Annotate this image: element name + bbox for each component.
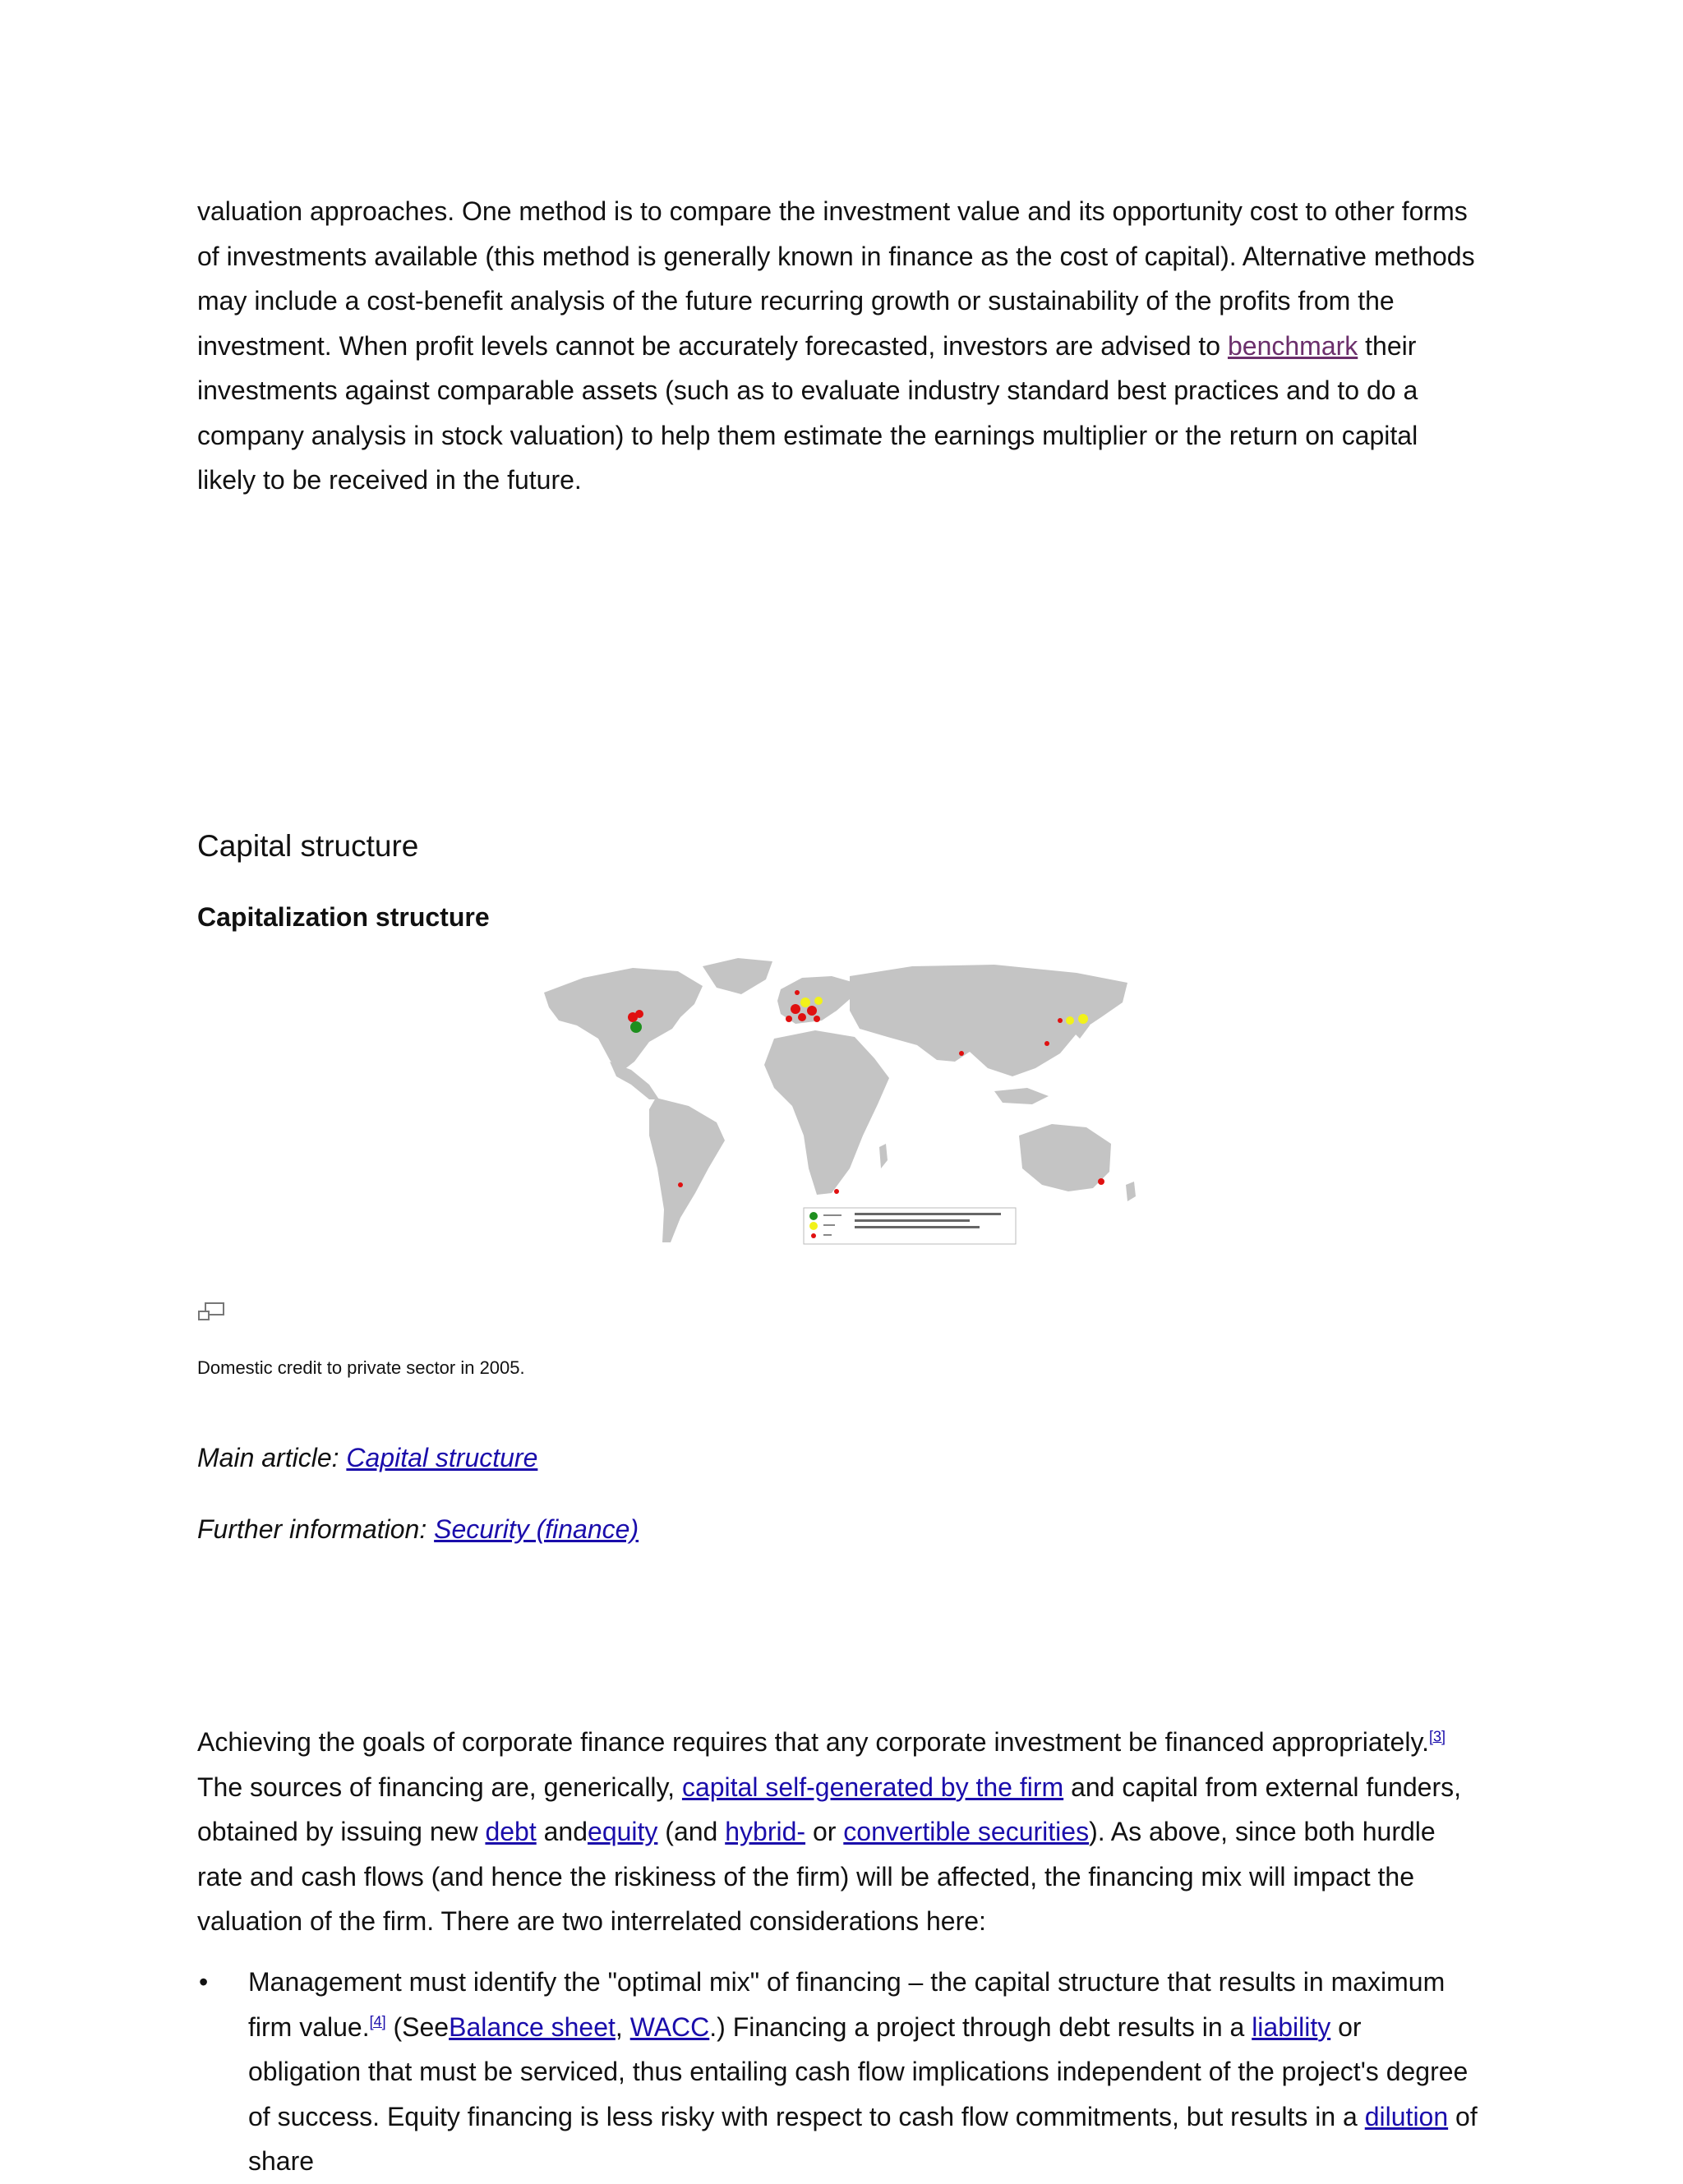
main-article-line: Main article: Capital structure: [197, 1443, 538, 1472]
section-heading: Capital structure: [197, 829, 419, 863]
financing-paragraph: Achieving the goals of corporate finance requires that any corporate investment be financed appropriately.[3] The sources of financing are, generically, capital self-generated by the firm and capital from external funders, obtained by issuing new debt andequity (and hybrid- or convertible securities). As above, since both hurdle rate and cash flows (and hence the riskiness of the firm) will be affected, the financing mix will impact the valuation of the firm. There are two interrelated considerations here:: [197, 1727, 1461, 1936]
link-convertible-securities[interactable]: convertible securities: [843, 1817, 1090, 1846]
bullet-item-optimal-mix: [197, 1960, 1479, 2184]
reference-3[interactable]: [3]: [1428, 1728, 1446, 1745]
link-wacc[interactable]: WACC: [629, 2011, 710, 2042]
link-dilution[interactable]: dilution: [1364, 2101, 1449, 2131]
figure-caption: Domestic credit to private sector in 2005.: [197, 1357, 525, 1378]
subsection-heading: Capitalization structure: [197, 902, 490, 932]
link-liability[interactable]: liability: [1252, 2011, 1331, 2042]
further-information-line: Further information: Security (finance): [197, 1514, 639, 1544]
reference-4[interactable]: [4]: [369, 2012, 386, 2030]
link-equity[interactable]: equity: [588, 1817, 658, 1846]
link-hybrid[interactable]: hybrid-: [725, 1817, 806, 1846]
link-capital-self-generated[interactable]: capital self-generated by the firm: [681, 1772, 1064, 1802]
world-map-image: [534, 953, 1183, 1265]
bullet-marker: •: [199, 1967, 209, 1997]
link-capital-structure[interactable]: Capital structure: [346, 1443, 538, 1472]
land-masses: [544, 958, 1136, 1242]
link-debt[interactable]: debt: [485, 1817, 537, 1846]
link-balance-sheet[interactable]: Balance sheet: [449, 2011, 616, 2042]
bullet-text: Management must identify the "optimal mix" of financing – the capital structure that results in maximum firm value.[4] (SeeBalance sheet, WACC.) Financing a project through debt results in a liability or obligation that must be serviced, thus entailing cash flow implications independent of the project's degree of success. Equity financing is less risky with respect to cash flow commitments, but results in a dilution of share: [248, 1967, 1478, 2176]
link-benchmark[interactable]: benchmark: [1227, 330, 1358, 361]
intro-paragraph: valuation approaches. One method is to compare the investment value and its opportunity cost to other forms of investments available (this method is generally known in finance as the cost of capital). Alternative methods may include a cost-benefit analysis of the future recurring growth or sustainability of the profits from the investment. When profit levels cannot be accurately forecasted, investors are advised to benchmark their investments against comparable assets (such as to evaluate industry standard best practices and to do a company analysis in stock valuation) to help them estimate the earnings multiplier or the return on capital likely to be received in the future.: [197, 196, 1475, 495]
map-legend-box: [804, 1208, 1016, 1244]
link-security-finance[interactable]: Security (finance): [434, 1514, 639, 1544]
enlarge-icon[interactable]: [197, 1302, 225, 1323]
